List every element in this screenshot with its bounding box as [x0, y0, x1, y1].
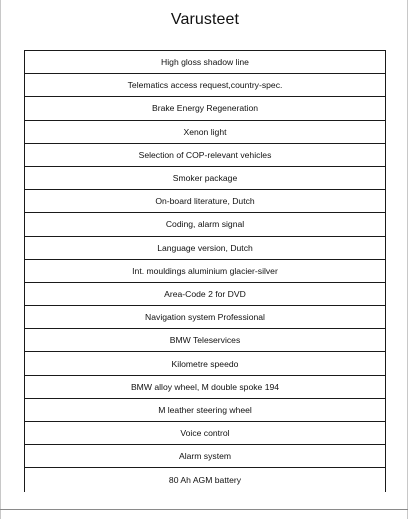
- table-row: [25, 445, 385, 468]
- table-row: [25, 399, 385, 422]
- option-label: Kilometre speedo: [171, 358, 239, 369]
- option-label: High gloss shadow line: [161, 57, 249, 68]
- option-label: Selection of COP-relevant vehicles: [138, 149, 272, 160]
- table-row: [25, 74, 385, 97]
- option-label: BMW alloy wheel, M double spoke 194: [130, 381, 280, 392]
- option-label: Navigation system Professional: [145, 312, 265, 323]
- table-row: [25, 237, 385, 260]
- option-label: Voice control: [180, 428, 230, 439]
- page-break-line: [0, 509, 408, 510]
- option-label: 80 Ah AGM battery: [168, 474, 242, 485]
- option-label: Language version, Dutch: [157, 242, 253, 253]
- table-row: [25, 352, 385, 375]
- option-label: Alarm system: [178, 451, 232, 462]
- table-row: [25, 213, 385, 236]
- table-row: [25, 468, 385, 491]
- table-row: [25, 121, 385, 144]
- option-label: Int. mouldings aluminium glacier-silver: [132, 265, 278, 276]
- table-row: [25, 329, 385, 352]
- equipment-table: [24, 50, 386, 492]
- table-row: [25, 167, 385, 190]
- option-label: Telematics access request,country-spec.: [127, 80, 283, 91]
- option-label: BMW Teleservices: [169, 335, 241, 346]
- option-label: Smoker package: [172, 173, 238, 184]
- option-label: M leather steering wheel: [158, 404, 252, 415]
- option-label: Xenon light: [183, 126, 227, 137]
- option-label: Coding, alarm signal: [165, 219, 245, 230]
- table-row: [25, 283, 385, 306]
- table-row: [25, 190, 385, 213]
- table-row: [25, 376, 385, 399]
- page-title: Varusteet: [170, 11, 240, 28]
- option-label: Area-Code 2 for DVD: [164, 288, 246, 299]
- table-row: [25, 422, 385, 445]
- table-row: [25, 51, 385, 74]
- table-row: [25, 306, 385, 329]
- table-row: [25, 97, 385, 120]
- table-row: [25, 260, 385, 283]
- table-row: [25, 144, 385, 167]
- option-label: Brake Energy Regeneration: [151, 103, 259, 114]
- option-label: On-board literature, Dutch: [155, 196, 255, 207]
